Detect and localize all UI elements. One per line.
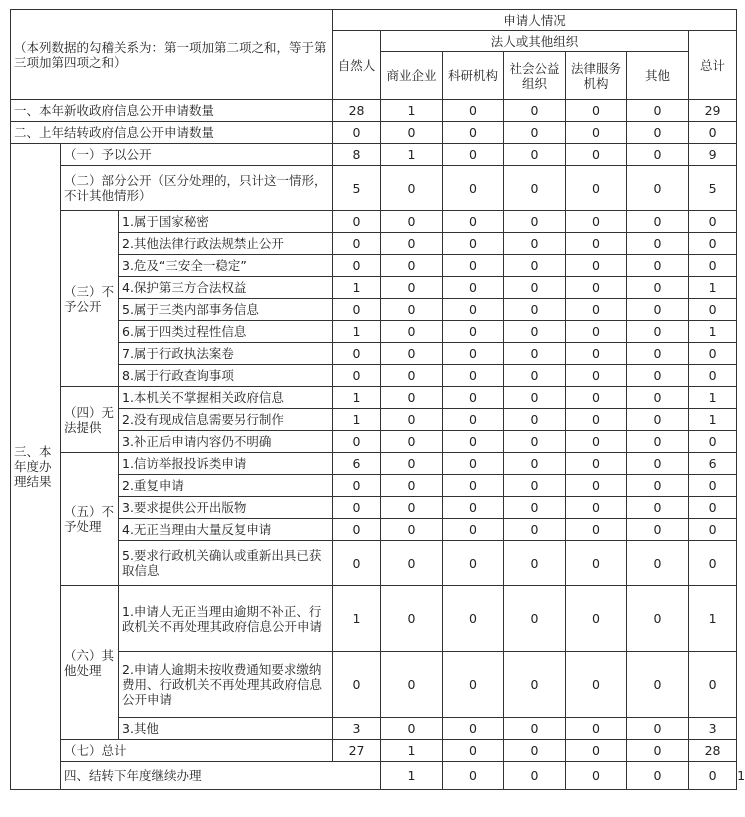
row-label: 2.其他法律行政法规禁止公开 xyxy=(119,233,333,255)
table-row xyxy=(11,409,737,431)
value-cell-commercial: 0 xyxy=(381,343,443,365)
value-cell-commercial: 0 xyxy=(381,519,443,541)
table-row xyxy=(11,321,737,343)
value-cell-commercial: 0 xyxy=(381,475,443,497)
value-cell-research: 0 xyxy=(443,475,504,497)
value-cell-legal-service: 0 xyxy=(627,762,689,790)
value-cell-public-welfare: 0 xyxy=(504,519,566,541)
value-cell-total: 29 xyxy=(689,100,737,122)
table-row xyxy=(11,343,737,365)
value-cell-legal-service: 0 xyxy=(566,431,627,453)
value-cell-natural-person: 1 xyxy=(333,277,381,299)
value-cell-public-welfare: 0 xyxy=(504,233,566,255)
row-label: 1.信访举报投诉类申请 xyxy=(119,453,333,475)
value-cell-other: 0 xyxy=(627,740,689,762)
value-cell-legal-service: 0 xyxy=(566,718,627,740)
value-cell-research: 0 xyxy=(443,122,504,144)
value-cell-commercial: 0 xyxy=(381,453,443,475)
row-label: 1.本机关不掌握相关政府信息 xyxy=(119,387,333,409)
row-label: 8.属于行政查询事项 xyxy=(119,365,333,387)
value-cell-legal-service: 0 xyxy=(566,321,627,343)
row-label: 2.重复申请 xyxy=(119,475,333,497)
value-cell-legal-service: 0 xyxy=(566,122,627,144)
row-label: 2.申请人逾期未按收费通知要求缴纳费用、行政机关不再处理其政府信息公开申请 xyxy=(119,652,333,718)
value-cell-legal-service: 0 xyxy=(566,277,627,299)
value-cell-natural-person: 5 xyxy=(333,166,381,211)
row-label: 4.保护第三方合法权益 xyxy=(119,277,333,299)
table-row xyxy=(11,652,737,718)
value-cell-public-welfare: 0 xyxy=(504,586,566,652)
value-cell-commercial: 0 xyxy=(381,497,443,519)
value-cell-legal-service: 0 xyxy=(566,475,627,497)
value-cell-legal-service: 0 xyxy=(566,652,627,718)
table-row xyxy=(11,122,737,144)
value-cell-total: 3 xyxy=(689,718,737,740)
table-row xyxy=(11,166,737,211)
value-cell-commercial: 0 xyxy=(381,409,443,431)
value-cell-research: 0 xyxy=(443,541,504,586)
value-cell-commercial: 1 xyxy=(381,100,443,122)
row-label: 4.无正当理由大量反复申请 xyxy=(119,519,333,541)
value-cell-total: 0 xyxy=(689,519,737,541)
value-cell-research: 0 xyxy=(443,255,504,277)
value-cell-other: 0 xyxy=(627,652,689,718)
value-cell-commercial: 0 xyxy=(381,431,443,453)
value-cell-natural-person: 0 xyxy=(333,431,381,453)
row-label: 5.要求行政机关确认或重新出具已获取信息 xyxy=(119,541,333,586)
value-cell-research: 0 xyxy=(443,100,504,122)
value-cell-natural-person: 0 xyxy=(333,475,381,497)
value-cell-total: 0 xyxy=(689,431,737,453)
value-cell-total: 6 xyxy=(689,453,737,475)
header-note: （本列数据的勾稽关系为：第一项加第二项之和，等于第三项加第四项之和） xyxy=(11,10,333,100)
value-cell-public-welfare: 0 xyxy=(504,497,566,519)
value-cell-commercial: 0 xyxy=(381,586,443,652)
value-cell-other: 0 xyxy=(627,299,689,321)
table-row xyxy=(11,387,737,409)
value-cell-commercial: 0 xyxy=(381,166,443,211)
value-cell-legal-service: 0 xyxy=(566,233,627,255)
value-cell-commercial: 0 xyxy=(381,255,443,277)
value-cell-public-welfare: 0 xyxy=(504,431,566,453)
header-legal-group: 法人或其他组织 xyxy=(381,31,689,52)
value-cell-natural-person: 3 xyxy=(333,718,381,740)
value-cell-commercial: 0 xyxy=(381,321,443,343)
value-cell-total: 0 xyxy=(689,541,737,586)
value-cell-other: 0 xyxy=(627,233,689,255)
value-cell-natural-person: 8 xyxy=(333,144,381,166)
value-cell-commercial: 0 xyxy=(381,541,443,586)
value-cell-research: 0 xyxy=(443,277,504,299)
value-cell-natural-person: 1 xyxy=(381,762,443,790)
group-3-label: （三）不予公开 xyxy=(61,211,119,387)
value-cell-total: 0 xyxy=(689,233,737,255)
value-cell-total: 1 xyxy=(689,387,737,409)
value-cell-research: 0 xyxy=(443,497,504,519)
value-cell-total: 1 xyxy=(689,321,737,343)
table-row xyxy=(11,277,737,299)
table-row xyxy=(11,475,737,497)
value-cell-natural-person: 0 xyxy=(333,497,381,519)
row-label: 3.危及“三安全一稳定” xyxy=(119,255,333,277)
value-cell-other: 0 xyxy=(627,365,689,387)
value-cell-other: 0 xyxy=(627,431,689,453)
header-public-welfare: 社会公益组织 xyxy=(504,52,566,100)
value-cell-public-welfare: 0 xyxy=(504,343,566,365)
value-cell-total: 0 xyxy=(689,211,737,233)
value-cell-total: 0 xyxy=(689,365,737,387)
header-legal-service: 法律服务机构 xyxy=(566,52,627,100)
group-4-label: （四）无法提供 xyxy=(61,387,119,453)
value-cell-legal-service: 0 xyxy=(566,519,627,541)
value-cell-commercial: 0 xyxy=(381,233,443,255)
value-cell-total: 0 xyxy=(689,475,737,497)
value-cell-other: 0 xyxy=(627,166,689,211)
report-table-wrapper xyxy=(10,9,745,790)
group-5-label: （五）不予处理 xyxy=(61,453,119,586)
row-label: 二、上年结转政府信息公开申请数量 xyxy=(11,122,333,144)
value-cell-research: 0 xyxy=(443,321,504,343)
value-cell-legal-service: 0 xyxy=(566,387,627,409)
value-cell-commercial: 0 xyxy=(381,652,443,718)
value-cell-other: 0 xyxy=(627,100,689,122)
value-cell-other: 0 xyxy=(627,144,689,166)
header-applicant-situation: 申请人情况 xyxy=(333,10,737,31)
row-label: （七）总计 xyxy=(61,740,333,762)
value-cell-public-welfare: 0 xyxy=(504,211,566,233)
value-cell-natural-person: 0 xyxy=(333,122,381,144)
value-cell-natural-person: 0 xyxy=(333,365,381,387)
statistics-table xyxy=(10,9,745,790)
value-cell-natural-person: 27 xyxy=(333,740,381,762)
value-cell-natural-person: 0 xyxy=(333,299,381,321)
value-cell-research: 0 xyxy=(443,387,504,409)
table-row xyxy=(11,740,737,762)
value-cell-public-welfare: 0 xyxy=(504,321,566,343)
row-label: 5.属于三类内部事务信息 xyxy=(119,299,333,321)
value-cell-public-welfare: 0 xyxy=(504,166,566,211)
value-cell-research: 0 xyxy=(443,233,504,255)
value-cell-total: 1 xyxy=(689,409,737,431)
value-cell-natural-person: 28 xyxy=(333,100,381,122)
value-cell-legal-service: 0 xyxy=(566,343,627,365)
row-label: 1.属于国家秘密 xyxy=(119,211,333,233)
value-cell-natural-person: 0 xyxy=(333,652,381,718)
value-cell-research: 0 xyxy=(443,453,504,475)
value-cell-research: 0 xyxy=(504,762,566,790)
value-cell-legal-service: 0 xyxy=(566,740,627,762)
row-label: 2.没有现成信息需要另行制作 xyxy=(119,409,333,431)
row-label: 1.申请人无正当理由逾期不补正、行政机关不再处理其政府信息公开申请 xyxy=(119,586,333,652)
value-cell-total: 5 xyxy=(689,166,737,211)
header-commercial: 商业企业 xyxy=(381,52,443,100)
value-cell-other: 0 xyxy=(627,211,689,233)
value-cell-legal-service: 0 xyxy=(566,453,627,475)
value-cell-public-welfare: 0 xyxy=(504,255,566,277)
table-row xyxy=(11,255,737,277)
row-label: （二）部分公开（区分处理的，只计这一情形，不计其他情形） xyxy=(61,166,333,211)
value-cell-commercial: 1 xyxy=(381,740,443,762)
value-cell-public-welfare: 0 xyxy=(504,387,566,409)
header-total: 总计 xyxy=(689,31,737,100)
value-cell-other: 0 xyxy=(627,475,689,497)
value-cell-commercial: 0 xyxy=(381,299,443,321)
value-cell-legal-service: 0 xyxy=(566,541,627,586)
value-cell-other: 0 xyxy=(627,255,689,277)
header-natural-person: 自然人 xyxy=(333,31,381,100)
header-other: 其他 xyxy=(627,52,689,100)
value-cell-other: 0 xyxy=(627,453,689,475)
value-cell-natural-person: 0 xyxy=(333,519,381,541)
value-cell-other: 0 xyxy=(627,541,689,586)
value-cell-legal-service: 0 xyxy=(566,497,627,519)
value-cell-public-welfare: 0 xyxy=(504,365,566,387)
table-row xyxy=(11,541,737,586)
row-label: （一）予以公开 xyxy=(61,144,333,166)
value-cell-total: 0 xyxy=(689,299,737,321)
table-row xyxy=(11,100,737,122)
value-cell-public-welfare: 0 xyxy=(504,718,566,740)
value-cell-commercial: 1 xyxy=(381,144,443,166)
value-cell-commercial: 0 xyxy=(381,277,443,299)
value-cell-legal-service: 0 xyxy=(566,299,627,321)
group-6-label: （六）其他处理 xyxy=(61,586,119,740)
value-cell-legal-service: 0 xyxy=(566,100,627,122)
table-row: 四、结转下年度继续办理 1 0 0 0 0 0 1 xyxy=(11,762,737,790)
value-cell-natural-person: 0 xyxy=(333,343,381,365)
value-cell-research: 0 xyxy=(443,343,504,365)
value-cell-natural-person: 1 xyxy=(333,321,381,343)
value-cell-natural-person: 0 xyxy=(333,255,381,277)
value-cell-legal-service: 0 xyxy=(566,144,627,166)
table-row xyxy=(11,453,737,475)
value-cell-commercial: 0 xyxy=(381,365,443,387)
table-row xyxy=(11,211,737,233)
value-cell-legal-service: 0 xyxy=(566,409,627,431)
value-cell-natural-person: 0 xyxy=(333,233,381,255)
value-cell-public-welfare: 0 xyxy=(504,100,566,122)
table-row xyxy=(11,431,737,453)
value-cell-total: 9 xyxy=(689,144,737,166)
value-cell-commercial: 0 xyxy=(443,762,504,790)
value-cell-research: 0 xyxy=(443,409,504,431)
row-label: 7.属于行政执法案卷 xyxy=(119,343,333,365)
value-cell-commercial: 0 xyxy=(381,211,443,233)
value-cell-research: 0 xyxy=(443,586,504,652)
value-cell-public-welfare: 0 xyxy=(504,652,566,718)
value-cell-public-welfare: 0 xyxy=(504,740,566,762)
row-label: 四、结转下年度继续办理 xyxy=(61,762,381,790)
value-cell-natural-person: 0 xyxy=(333,541,381,586)
value-cell-other: 0 xyxy=(627,387,689,409)
value-cell-natural-person: 6 xyxy=(333,453,381,475)
value-cell-natural-person: 1 xyxy=(333,586,381,652)
table-row xyxy=(11,365,737,387)
row-label: 3.要求提供公开出版物 xyxy=(119,497,333,519)
value-cell-total: 0 xyxy=(689,122,737,144)
value-cell-research: 0 xyxy=(443,365,504,387)
value-cell-other: 0 xyxy=(627,497,689,519)
value-cell-research: 0 xyxy=(443,144,504,166)
value-cell-public-welfare: 0 xyxy=(504,277,566,299)
value-cell-total: 0 xyxy=(689,497,737,519)
row-label: 3.其他 xyxy=(119,718,333,740)
value-cell-legal-service: 0 xyxy=(566,166,627,211)
table-row xyxy=(11,233,737,255)
table-row xyxy=(11,718,737,740)
value-cell-total: 0 xyxy=(689,652,737,718)
value-cell-total: 1 xyxy=(689,586,737,652)
value-cell-research: 0 xyxy=(443,166,504,211)
row-label: 3.补正后申请内容仍不明确 xyxy=(119,431,333,453)
value-cell-research: 0 xyxy=(443,740,504,762)
value-cell-total: 1 xyxy=(689,277,737,299)
table-row xyxy=(11,586,737,652)
value-cell-other: 0 xyxy=(627,122,689,144)
value-cell-public-welfare: 0 xyxy=(504,453,566,475)
value-cell-research: 0 xyxy=(443,211,504,233)
value-cell-legal-service: 0 xyxy=(566,365,627,387)
value-cell-public-welfare: 0 xyxy=(504,409,566,431)
value-cell-research: 0 xyxy=(443,519,504,541)
value-cell-other: 0 xyxy=(627,321,689,343)
value-cell-total: 0 xyxy=(689,343,737,365)
value-cell-public-welfare: 0 xyxy=(504,299,566,321)
value-cell-natural-person: 0 xyxy=(333,211,381,233)
value-cell-legal-service: 0 xyxy=(566,211,627,233)
table-row xyxy=(11,299,737,321)
section-3-label: 三、本年度办理结果 xyxy=(11,144,61,790)
row-label: 6.属于四类过程性信息 xyxy=(119,321,333,343)
row-label: 一、本年新收政府信息公开申请数量 xyxy=(11,100,333,122)
table-row xyxy=(11,497,737,519)
value-cell-research: 0 xyxy=(443,652,504,718)
value-cell-natural-person: 1 xyxy=(333,387,381,409)
value-cell-research: 0 xyxy=(443,718,504,740)
value-cell-other: 0 xyxy=(627,409,689,431)
value-cell-total: 28 xyxy=(689,740,737,762)
value-cell-total: 0 xyxy=(689,255,737,277)
value-cell-public-welfare: 0 xyxy=(504,122,566,144)
value-cell-public-welfare: 0 xyxy=(504,541,566,586)
value-cell-other: 0 xyxy=(689,762,737,790)
value-cell-legal-service: 0 xyxy=(566,255,627,277)
value-cell-other: 0 xyxy=(627,519,689,541)
value-cell-commercial: 0 xyxy=(381,718,443,740)
value-cell-other: 0 xyxy=(627,718,689,740)
value-cell-public-welfare: 0 xyxy=(504,475,566,497)
table-row xyxy=(11,519,737,541)
value-cell-other: 0 xyxy=(627,586,689,652)
table-row xyxy=(11,144,737,166)
value-cell-other: 0 xyxy=(627,277,689,299)
value-cell-public-welfare: 0 xyxy=(566,762,627,790)
value-cell-natural-person: 1 xyxy=(333,409,381,431)
value-cell-legal-service: 0 xyxy=(566,586,627,652)
value-cell-commercial: 0 xyxy=(381,387,443,409)
value-cell-commercial: 0 xyxy=(381,122,443,144)
value-cell-research: 0 xyxy=(443,431,504,453)
value-cell-public-welfare: 0 xyxy=(504,144,566,166)
value-cell-research: 0 xyxy=(443,299,504,321)
value-cell-other: 0 xyxy=(627,343,689,365)
header-research: 科研机构 xyxy=(443,52,504,100)
